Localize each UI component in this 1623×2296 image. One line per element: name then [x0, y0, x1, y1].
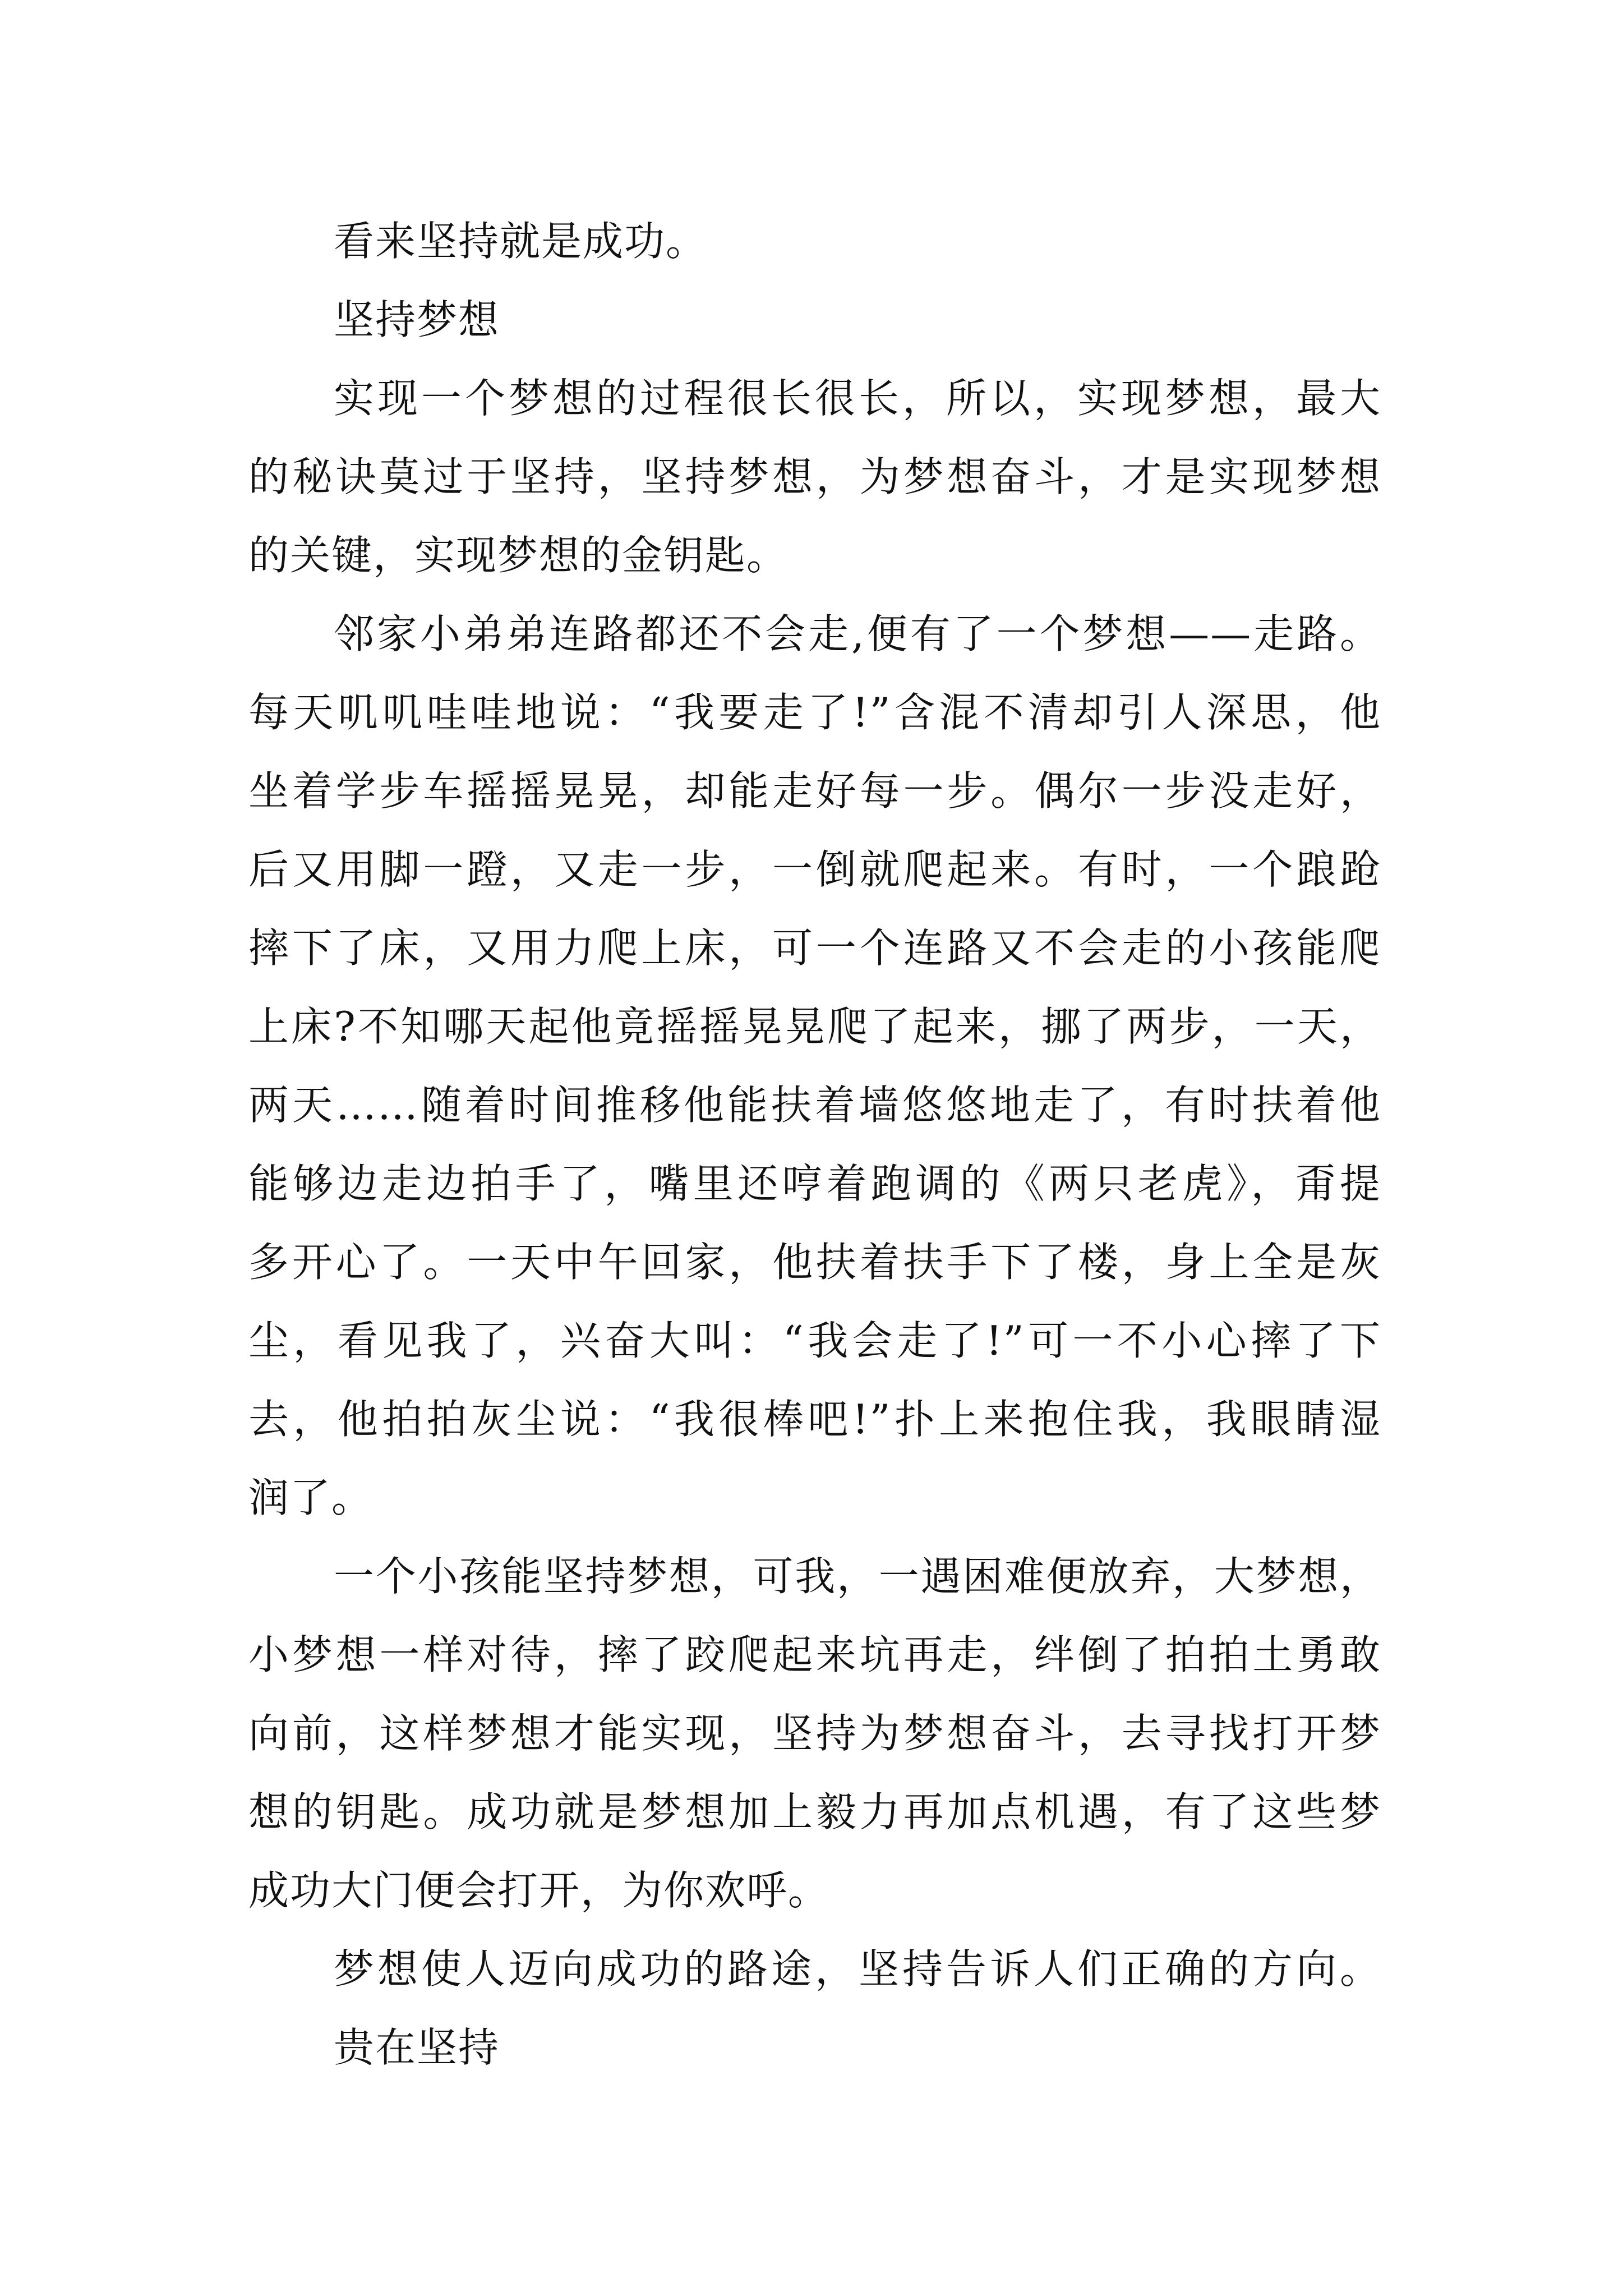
text-line: 摔下了床，又用力爬上床，可一个连路又不会走的小孩能爬 — [248, 924, 1381, 972]
text-line: 梦想使人迈向成功的路途，坚持告诉人们正确的方向。 — [334, 1945, 1381, 1993]
text-line: 小梦想一样对待，摔了跤爬起来坑再走，绊倒了拍拍土勇敢 — [248, 1631, 1381, 1678]
text-line: 多开心了。一天中午回家，他扶着扶手下了楼，身上全是灰 — [248, 1239, 1381, 1286]
text-line: 上床?不知哪天起他竟摇摇晃晃爬了起来，挪了两步，一天， — [248, 1003, 1381, 1050]
section-heading: 贵在坚持 — [334, 2024, 500, 2071]
text-line: 看来坚持就是成功。 — [334, 218, 708, 265]
text-line: 实现一个梦想的过程很长很长，所以，实现梦想，最大 — [334, 375, 1381, 422]
text-line: 成功大门便会打开，为你欢呼。 — [248, 1867, 830, 1914]
text-line: 每天叽叽哇哇地说：“我要走了!”含混不清却引人深思，他 — [248, 689, 1381, 736]
text-line: 去，他拍拍灰尘说：“我很棒吧!”扑上来抱住我，我眼睛湿 — [248, 1396, 1381, 1443]
text-line: 尘，看见我了，兴奋大叫：“我会走了!”可一不小心摔了下 — [248, 1317, 1381, 1364]
section-heading: 坚持梦想 — [334, 296, 500, 343]
text-line: 能够边走边拍手了，嘴里还哼着跑调的《两只老虎》，甭提 — [248, 1160, 1381, 1207]
text-line: 两天……随着时间推移他能扶着墙悠悠地走了，有时扶着他 — [248, 1082, 1381, 1129]
text-line: 的秘诀莫过于坚持，坚持梦想，为梦想奋斗，才是实现梦想 — [248, 453, 1381, 500]
text-line: 一个小孩能坚持梦想，可我，一遇困难便放弃，大梦想， — [334, 1553, 1381, 1600]
text-line: 向前，这样梦想才能实现，坚持为梦想奋斗，去寻找打开梦 — [248, 1710, 1381, 1757]
text-line: 润了。 — [248, 1474, 374, 1521]
text-line: 想的钥匙。成功就是梦想加上毅力再加点机遇，有了这些梦 — [248, 1788, 1381, 1835]
text-line: 的关键，实现梦想的金钥匙。 — [248, 532, 789, 579]
text-line: 后又用脚一蹬，又走一步，一倒就爬起来。有时，一个踉跄 — [248, 846, 1381, 893]
text-line: 坐着学步车摇摇晃晃，却能走好每一步。偶尔一步没走好， — [248, 767, 1381, 815]
text-line: 邻家小弟弟连路都还不会走,便有了一个梦想——走路。 — [334, 610, 1381, 657]
